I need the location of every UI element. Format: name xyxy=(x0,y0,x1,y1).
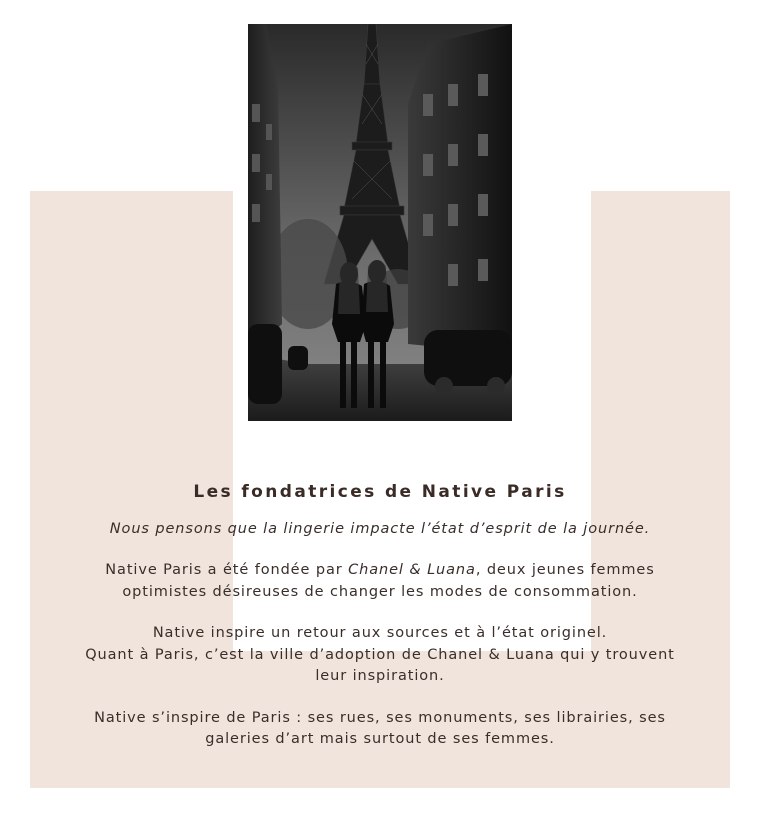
founders-paragraph-2 xyxy=(30,623,730,688)
paragraph-1-line-1 xyxy=(30,560,730,582)
paragraph-1-text-after: , deux jeunes femmes xyxy=(475,562,655,578)
founders-title: Les fondatrices de Native Paris xyxy=(193,482,567,502)
founder-names: Chanel & Luana xyxy=(348,562,476,578)
founders-content xyxy=(30,476,730,751)
paragraph-2-line-3: leur inspiration. xyxy=(315,668,445,684)
paragraph-1-text-before: Native Paris a été fondée par xyxy=(105,562,349,578)
paragraph-3-line-2: galeries d’art mais surtout de ses femmes. xyxy=(205,731,555,747)
eiffel-tower-photo xyxy=(248,24,512,421)
founders-tagline: Nous pensons que la lingerie impacte l’état d’esprit de la journée. xyxy=(109,521,651,537)
photo-illustration xyxy=(248,24,512,421)
paragraph-3-line-1: Native s’inspire de Paris : ses rues, ses monuments, ses librairies, ses xyxy=(94,709,666,726)
founders-paragraph-3 xyxy=(30,708,730,751)
paragraph-2-line-1: Native inspire un retour aux sources et à l’état originel. xyxy=(152,625,608,641)
paragraph-1-line-2: optimistes désireuses de changer les modes de consommation. xyxy=(122,583,638,600)
paragraph-2-line-2: Quant à Paris, c’est la ville d’adoption de Chanel & Luana qui y trouvent xyxy=(85,646,675,663)
founders-paragraph-1 xyxy=(30,560,730,603)
